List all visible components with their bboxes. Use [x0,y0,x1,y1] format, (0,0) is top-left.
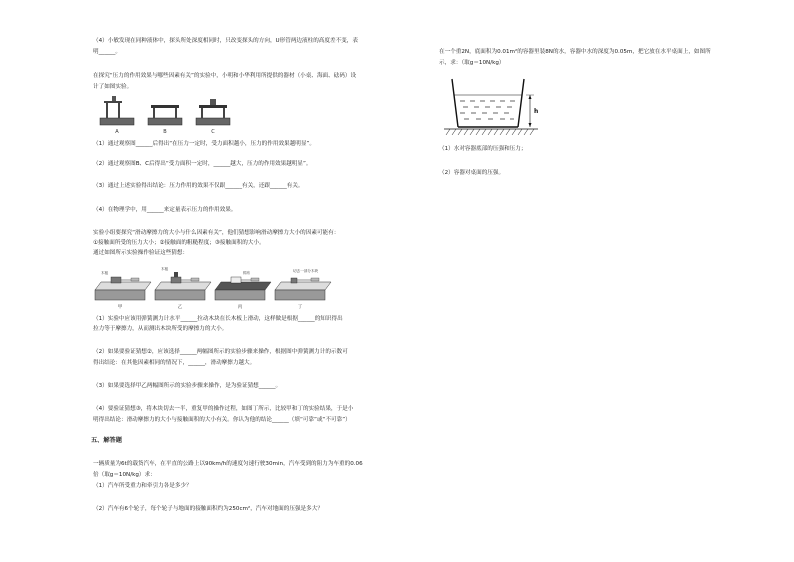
friction-q2-line2: 得出结论：在其他因素相同的情况下，______，滑动摩擦力越大。 [93,360,256,366]
tag-jia: 木板 [101,271,109,275]
q4-text-line1: （4）小敏发现在同种液体中，探头所处深度相同时，只改变探头的方向，U形管两边液柱的高度差不变，表 [93,38,358,44]
friction-panel-jia [95,277,151,300]
car-question-1: （1）汽车所受重力和牵引力各是多少？ [93,483,192,489]
pressure-intro-line1: 在探究“压力的作用效果与哪些因素有关”的实验中，小明和小华利用所提供的器材（小桌、海面、砝码）设 [93,73,357,79]
table-sponge-figure [98,95,233,135]
figure-a-label: A [115,129,119,135]
car-problem-line2: 倍（取g＝10N/kg）求： [93,472,156,478]
tag-bing: 棉布 [243,271,251,275]
friction-figure [93,260,333,310]
question-4: （4）在物理学中，用______来定量表示压力的作用效果。 [93,207,237,213]
friction-intro-line2: ①接触面所受的压力大小；②接触面的粗糙程度；③接触面积的大小。 [93,240,265,246]
friction-q4-line2: 明得出结论：滑动摩擦力的大小与接触面积的大小有关。你认为他的结论______（填“可靠”或“不可靠”） [93,417,351,423]
container-question-2: （2）容器对桌面的压强。 [439,170,505,176]
figure-b [148,105,182,125]
depth-marker [526,95,538,127]
label-ding: 丁 [297,305,303,310]
table-surface [444,129,538,135]
container-question-1: （1）水对容器底部的压强和压力； [439,146,527,152]
question-1: （1）通过观察图______后得出“在压力一定时，受力面积越小，压力的作用效果越明显”。 [93,141,315,147]
container-figure [444,71,540,137]
friction-q3: （3）如果要选择甲乙两幅图所示的实验步骤来操作，是为验证猜想______。 [93,383,282,389]
pressure-intro-line2: 计了如图实验。 [93,84,133,90]
q4-text-line2: 明______。 [93,49,121,55]
friction-panel-ding [275,278,331,300]
friction-panel-yi [155,272,211,300]
friction-q2-line1: （2）如果要验证猜想②，应该选择______两幅图所示的实验步骤来操作，根据图中弹簧测力计的示数可 [93,349,348,355]
friction-intro-line1: 实验小组要探究“滑动摩擦力的大小与什么因素有关”，他们猜想影响滑动摩擦力大小的因素可能有： [93,230,340,236]
container-problem-line2: 示，求：（取g＝10N/kg） [439,60,505,66]
figure-a [100,96,134,125]
right-column [430,0,794,562]
friction-intro-line3: 通过如图所示实验操作验证这些猜想： [93,250,189,256]
container-vessel [452,79,524,127]
section-5-title: 五、解答题 [91,437,122,444]
label-bing: 丙 [237,305,243,310]
friction-q1-line1: （1）实验中应该用弹簧测力计水平______拉动木块在长木板上滑动，这样做是根据______的知识得出 [93,316,343,322]
figure-c [196,99,230,125]
tag-yi: 木板 [161,267,169,271]
label-yi: 乙 [177,305,183,310]
question-2: （2）通过观察图B、C后得出“受力面积一定时，______越大，压力的作用效果越明显”。 [93,161,312,167]
car-problem-line1: 一辆质量为6t的载货汽车，在平直的公路上以90km/h的速度匀速行驶30min，汽车受到的阻力为车重的0.06 [93,461,363,467]
figure-b-label: B [163,129,167,135]
car-question-2: （2）汽车有6个轮子，每个轮子与地面的接触面积约为250cm²，汽车对地面的压强是多大？ [93,506,323,512]
figure-c-label: C [211,129,215,135]
depth-label: h [534,108,539,115]
friction-panel-bing [215,277,271,300]
container-problem-line1: 在一个重2N，底面积为0.01m²的容器里装8N的水，容器中水的深度为0.05m，把它放在水平桌面上，如图所 [439,49,711,55]
label-jia: 甲 [117,305,123,310]
friction-q4-line1: （4）要验证猜想③，将木块切去一半，重复甲的操作过程，如图丁所示，比较甲和丁的实验结果，于是小 [93,406,354,412]
tag-ding: 切去一部分木块 [293,269,319,273]
question-3: （3）通过上述实验得出结论：压力作用的效果不仅跟______有关，还跟______有关。 [93,183,304,189]
friction-q1-line2: 拉力等于摩擦力，从而测出木块所受的摩擦力的大小。 [93,326,228,332]
